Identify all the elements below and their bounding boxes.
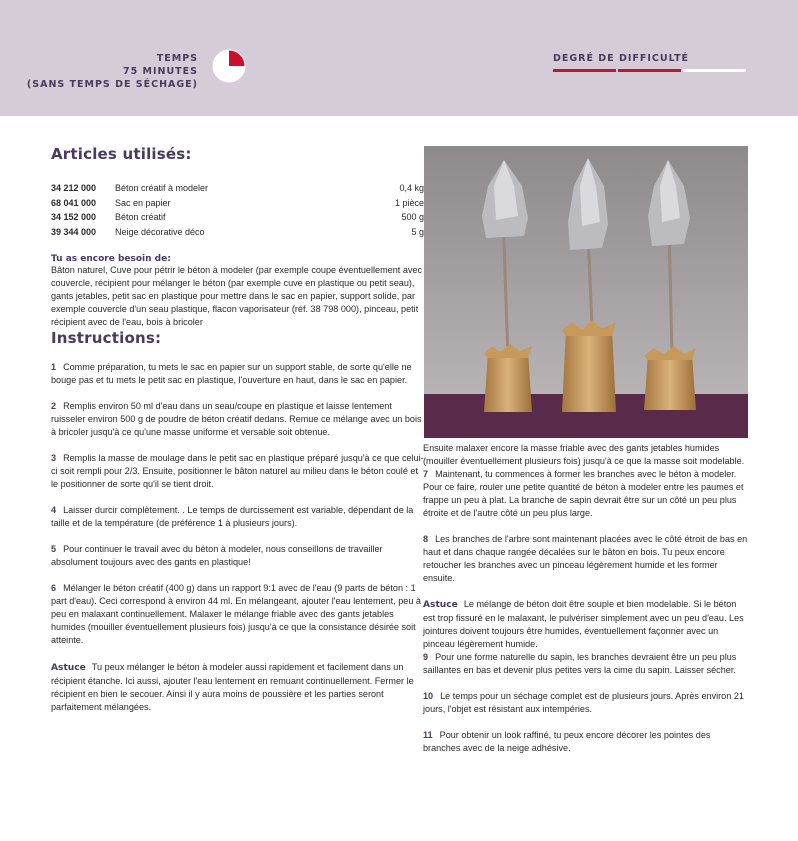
articles-list — [51, 181, 424, 240]
article-code: 39 344 000 — [51, 227, 97, 238]
need-title: Tu as encore besoin de: — [51, 253, 171, 264]
instructions-left — [51, 361, 424, 647]
step-text: Comme préparation, tu mets le sac en papier sur un support stable, de sorte qu'elle ne bouge pas et tu mets le petit sac en plastique, l'ouverture en haut, dans le sac en papier. — [51, 361, 412, 385]
step-text: Pour une forme naturelle du sapin, les branches devraient être un peu plus saillantes en bas et devenir plus petites vers la cime du sapin. Laisser sécher. — [423, 652, 737, 675]
instruction-step — [423, 690, 748, 716]
astuce-2-text: Le mélange de béton doit être souple et bien modelable. Si le béton est trop fissuré en le malaxant, le pulvériser simplement avec un peu d'eau. Les jointures doivent toujours être humides, éventuellement façonner avec un pinceau légèrement humide. — [423, 599, 744, 649]
astuce-label: Astuce — [51, 662, 86, 673]
time-info — [27, 52, 198, 91]
article-row — [51, 196, 424, 211]
instruction-step — [423, 729, 748, 755]
astuce-1-text: Tu peux mélanger le béton à modeler aussi rapidement et facilement dans un récipient étanche. Ici aussi, ajouter l'eau lentement en remuant continuellement. Fermer le récipient en bien le secouer. Ainsi il y aura moins de poussière et les parties seront parfaitement mélangées. — [51, 661, 414, 712]
instruction-step — [423, 533, 748, 585]
article-code: 34 152 000 — [51, 212, 97, 223]
instruction-step — [51, 504, 424, 530]
astuce-label: Astuce — [423, 600, 458, 610]
article-name: Sac en papier — [115, 197, 171, 208]
left-column — [51, 145, 424, 714]
step-text: Maintenant, tu commences à former les branches avec le béton à modeler. Pour ce faire, rouler une petite quantité de béton à modeler entre les paumes et frappe un peu à plat. La branche de sapin devrait être sur un côté un peu plus étroite et de l'autre côté un peu plus large. — [423, 469, 744, 518]
step-text: Le temps pour un séchage complet est de plusieurs jours. Après environ 21 jours, l'objet est résistant aux intempéries. — [423, 691, 744, 714]
step-text: Remplis environ 50 ml d'eau dans un seau/coupe en plastique et laisse lentement ruisseler environ 500 g de poudre de béton créatif dedans. Remue ce mélange avec un bois à bricoler jusqu'à ce qu'une masse uniforme et versable soit obtenue. — [51, 400, 422, 437]
instruction-step — [51, 400, 424, 439]
difficulty-bar — [553, 69, 616, 72]
instructions-right-b — [423, 651, 748, 755]
step-text: Laisser durcir complètement. . Le temps de durcissement est variable, dépendant de la taille et de la température (de préférence 1 à plusieurs jours). — [51, 504, 414, 528]
astuce-1 — [51, 661, 424, 714]
step-number: 7 — [423, 469, 429, 479]
article-code: 34 212 000 — [51, 183, 97, 193]
step-number: 4 — [51, 504, 57, 515]
step-text: Pour obtenir un look raffiné, tu peux encore décorer les pointes des branches avec de la neige adhésive. — [423, 730, 711, 753]
step-number: 6 — [51, 582, 57, 593]
difficulty-bar — [683, 69, 746, 72]
step-number: 5 — [51, 543, 57, 554]
difficulty-bar — [618, 69, 681, 72]
instructions-title: Instructions: — [51, 328, 162, 347]
instruction-step — [423, 651, 748, 677]
step-text: Mélanger le béton créatif (400 g) dans un rapport 9:1 avec de l'eau (9 parts de béton : 1 part d'eau). Ceci correspond à environ 44 ml. En mélangeant, ajouter l'eau lentement, peu à peu en malaxant continuellement. Malaxer le mélange friable avec des gants jetables humides (mouiller éventuellement plusieurs fois) jusqu'à ce que la consistance désirée soit atteinte. — [51, 582, 421, 645]
step-text: Pour continuer le travail avec du béton à modeler, nous conseillons de travailler absolument toujours avec des gants en plastique! — [51, 543, 383, 567]
article-qty: 0,4 kg — [399, 183, 424, 193]
step-number: 8 — [423, 534, 429, 544]
articles-title: Articles utilisés: — [51, 145, 192, 163]
instruction-step — [51, 361, 424, 387]
step-number: 11 — [423, 730, 433, 740]
article-row — [51, 181, 424, 196]
article-name: Béton créatif — [115, 212, 166, 223]
instruction-step — [51, 452, 424, 491]
instruction-step — [423, 468, 748, 520]
instructions-right-a — [423, 468, 748, 585]
step-number: 10 — [423, 691, 434, 701]
article-name: Neige décorative déco — [115, 227, 205, 238]
article-code: 68 041 000 — [51, 197, 97, 208]
time-value: 75 MINUTES — [123, 66, 198, 77]
need-text: Bâton naturel, Cuve pour pétrir le béton à modeler (par exemple coupe éventuellement avec couvercle, récipient pour mélanger le béton (par exemple cuve en plastique ou petit seau), gants jetables, petit sac en plastique pour mettre dans le sac en papier, support solide, par exemple couvercle d'un seau plastique, flacon vaporisateur (réf. 38 798 000), pinceau, petit récipient avec de l'eau, bois à bricoler — [51, 264, 423, 327]
continuation-text: Ensuite malaxer encore la masse friable avec des gants jetables humides (mouiller éventuellement plusieurs fois) jusqu'à ce que la masse soit modelable. — [423, 443, 745, 466]
step-number: 9 — [423, 652, 429, 662]
difficulty-label: DEGRÉ DE DIFFICULTÉ — [553, 53, 690, 64]
time-note: (SANS TEMPS DE SÉCHAGE) — [26, 79, 198, 90]
step-text: Les branches de l'arbre sont maintenant placées avec le côté étroit de bas en haut et dans chaque rangée décalées sur le bâton en bois. Tu peux encore retoucher les branches avec un pinceau légèrement humide et les former ensuite. — [423, 534, 748, 583]
right-column — [423, 442, 748, 755]
instruction-step — [51, 582, 424, 647]
difficulty-bars — [553, 69, 746, 72]
step-number: 2 — [51, 400, 57, 411]
article-row — [51, 210, 424, 225]
instruction-step — [51, 543, 424, 569]
article-name: Béton créatif à modeler — [115, 183, 209, 193]
step-number: 3 — [51, 452, 57, 463]
astuce-2 — [423, 598, 748, 651]
article-qty: 1 pièce — [394, 197, 424, 208]
clock-icon — [212, 49, 246, 83]
article-qty: 5 g — [411, 227, 424, 238]
article-qty: 500 g — [401, 212, 424, 223]
step-text: Remplis la masse de moulage dans le petit sac en plastique préparé jusqu'à ce que celui-ci soit rempli pour 2/3. Ensuite, positionner le bâton naturel au milieu dans le béton coulé et le positionner de sorte qu'il se tient droit. — [51, 452, 424, 489]
time-label: TEMPS — [156, 53, 198, 64]
article-row — [51, 225, 424, 240]
product-photo — [424, 146, 748, 438]
step-number: 1 — [51, 361, 57, 372]
